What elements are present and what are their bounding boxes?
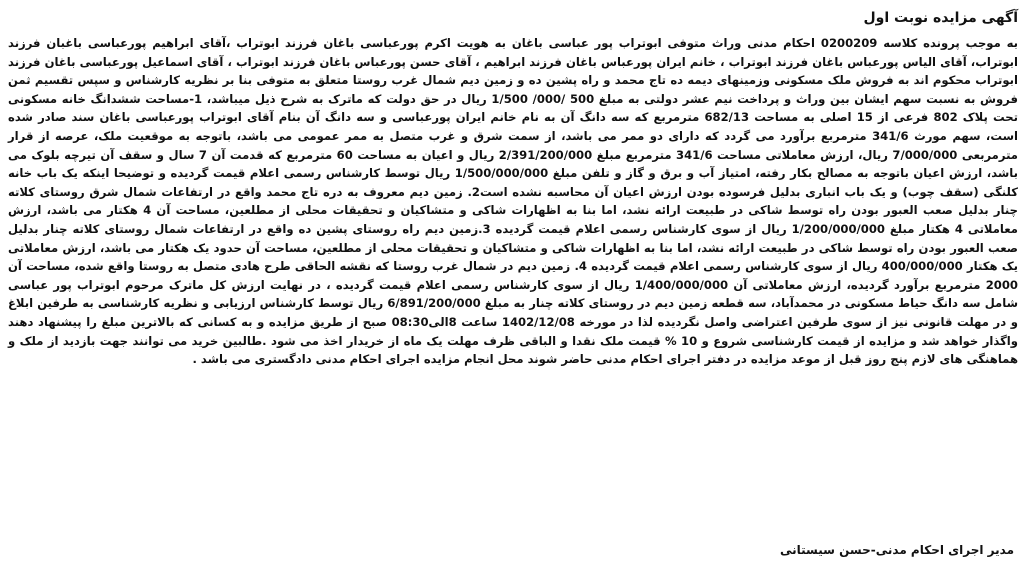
notice-body: به موجب پرونده کلاسه 0200209 احکام مدنی وراث متوفی ابوتراب پور عباسی باغان به هویت اکرم پورعباسی باغان فرزند ابوتراب ،آقای ابراهیم پورعباسی باغبان فرزند ابوتراب، آقای الیاس پورعباس باغان فرزند ابوتراب ، خانم ایران پورعباس باغان فرزند ابراهیم ، آقای حسن پورعباس باغان فرزند ابوتراب ، آقای اسماعیل پورعباسی باغان فرزند ابوتراب محکوم اند به فروش ملک مسکونی وزمینهای دیمه ده تاج محمد و راه پشین ده و زمین دیم شمال غرب روستا متعلق به متوفی بنا بر نظریه کارشناس و سپس تقسیم ثمن فروش به نسبت سهم ایشان بین وراث و پرداخت نیم عشر دولتی به مبلغ 500 /000/ 1/500 ریال در حق دولت که ماترک به شرح ذیل میباشد، 1-مساحت ششدانگ خانه مسکونی تحت پلاک 802 فرعی از 15 اصلی به مساحت 682/13 مترمربع که سه دانگ آن به نام خانم ایران پورعباسی و سه دانگ آن بنام آقای ابوتراب پورعباسی باغان سند صادر شده است، سهم مورث 341/6 مترمربع برآورد می گردد که دارای دو ممر می باشد، از سمت شرق و غرب متصل به ممر عمومی می باشد، باتوجه به موقعیت ملک، عرصه از قرار مترمربعی 7/000/000 ریال، ارزش معاملاتی مساحت 341/6 مترمربع مبلغ 2/391/200/000 ریال و اعیان به مساحت 60 مترمربع که قدمت آن 7 سال و سقف آن تیرچه بلوک می باشد، ارزش اعیان باتوجه به مصالح بکار رفته، امتیاز آب و برق و گاز و تلفن مبلغ 1/500/000/000 ریال توسط کارشناس رسمی اعلام قیمت گردیده و توضیحا اینکه یک باب خانه کلنگی (سقف چوب) و یک باب انباری بدلیل فرسوده بودن ارزش اعیان آن محاسبه نشده است2. زمین دیم معروف به دره تاج محمد واقع در ارتفاعات شمال شرق روستای کلاته چنار بدلیل صعب العبور بودن راه توسط شاکی در طبیعت ارائه نشد، اما بنا به اظهارات شاکی و متشاکیان و تحقیقات محلی از مطلعین، مساحت آن 4 هکتار می باشد، ارزش معاملاتی 4 هکتار مبلغ 1/200/000/000 ریال از سوی کارشناس رسمی اعلام قیمت گردیده 3.زمین دیم راه روستای پشین ده واقع در ارتفاعات شمال روستای کلاته چنار بدلیل صعب العبور بودن راه توسط شاکی در طبیعت ارائه نشد، اما بنا به اظهارات شاکی و متشاکیان و تحقیقات محلی از مطلعین، مساحت آن حدود یک هکتار می باشد، ارزش معاملاتی یک هکتار 400/000/000 ریال از سوی کارشناس رسمی اعلام قیمت گردیده 4. زمین دیم در شمال غرب روستا که نقشه الحاقی طرح هادی متصل به روستا واقع شده، مساحت آن 2000 مترمربع برآورد گردیده، ارزش معاملاتی آن 1/400/000/000 ریال از سوی کارشناس رسمی اعلام قیمت گردیده ، در نهایت ارزش کل ماترک مرحوم ابوتراب پور عباسی شامل سه دانگ حیاط مسکونی در محمدآباد، سه قطعه زمین دیم در روستای کلاته چنار به مبلغ 6/891/200/000 ریال توسط کارشناس ارزیابی و نظریه کارشناسی به طرفین ابلاغ و در مهلت قانونی نیز از سوی طرفین اعتراضی واصل نگردیده لذا در مورخه 1402/12/08 ساعت 8الی08:30 صبح از طریق مزایده و به کسانی که بالاترین مبلغ را پیشنهاد دهند واگذار خواهد شد و مزایده از قیمت کارشناسی شروع و 10 % قیمت ملک نقدا و الباقی ظرف مهلت یک ماه از خریدار اخذ می شود .طالبین خرید می توانند جهت بازدید از ملک و هماهنگی های لازم پنج روز قبل از موعد مزایده در دفتر اجرای احکام مدنی حاضر شوند محل انجام مزایده اجرای احکام مدنی دادگستری می باشد .: [8, 36, 1019, 367]
notice-signature: مدیر اجرای احکام مدنی-حسن سیستانی: [779, 543, 1014, 557]
notice-title: آگهی مزایده نوبت اول: [863, 10, 1018, 26]
